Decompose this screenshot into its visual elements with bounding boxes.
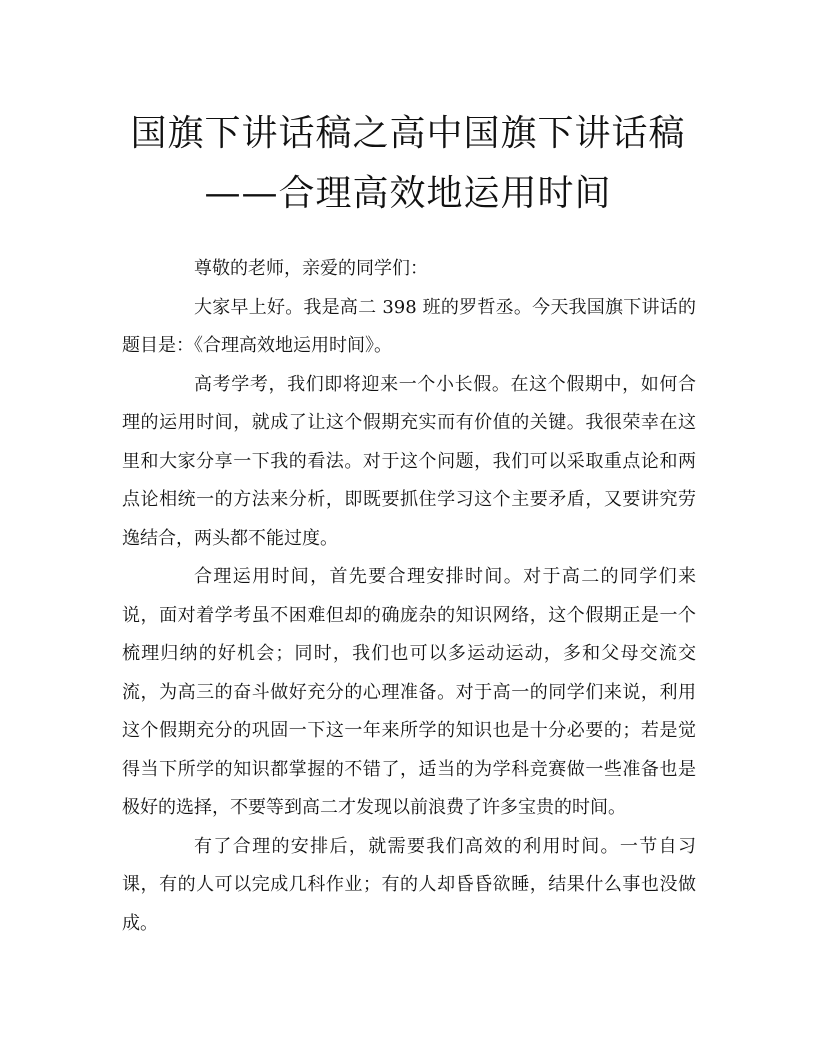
document-title-line-1: 国旗下讲话稿之高中国旗下讲话稿 <box>130 113 686 154</box>
paragraph: 高考学考，我们即将迎来一个小长假。在这个假期中，如何合理的运用时间，就成了让这个假期充实而有价值的关键。我很荣幸在这里和大家分享一下我的看法。对于这个问题，我们可以采取重点论和两点论相统一的方法来分析，即既要抓住学习这个主要矛盾，又要讲究劳逸结合，两头都不能过度。 <box>122 373 696 549</box>
paragraph: 合理运用时间，首先要合理安排时间。对于高二的同学们来说，面对着学考虽不困难但却的确庞杂的知识网络，这个假期正是一个梳理归纳的好机会；同时，我们也可以多运动运动，多和父母交流交流，为高三的奋斗做好充分的心理准备。对于高一的同学们来说，利用这个假期充分的巩固一下这一年来所学的知识也是十分必要的；若是觉得当下所学的知识都掌握的不错了，适当的为学科竞赛做一些准备也是极好的选择，不要等到高二才发现以前浪费了许多宝贵的时间。 <box>122 566 696 818</box>
paragraph: 大家早上好。我是高二 398 班的罗哲丞。今天我国旗下讲话的题目是：《合理高效地运用时间》。 <box>122 296 696 356</box>
document-body <box>122 250 696 943</box>
paragraph-salutation: 尊敬的老师，亲爱的同学们： <box>194 258 428 279</box>
paragraph: 有了合理的安排后，就需要我们高效的利用时间。一节自习课，有的人可以完成几科作业；有的人却昏昏欲睡，结果什么事也没做成。 <box>122 835 696 934</box>
document-title-line-2: ——合理高效地运用时间 <box>204 173 612 214</box>
